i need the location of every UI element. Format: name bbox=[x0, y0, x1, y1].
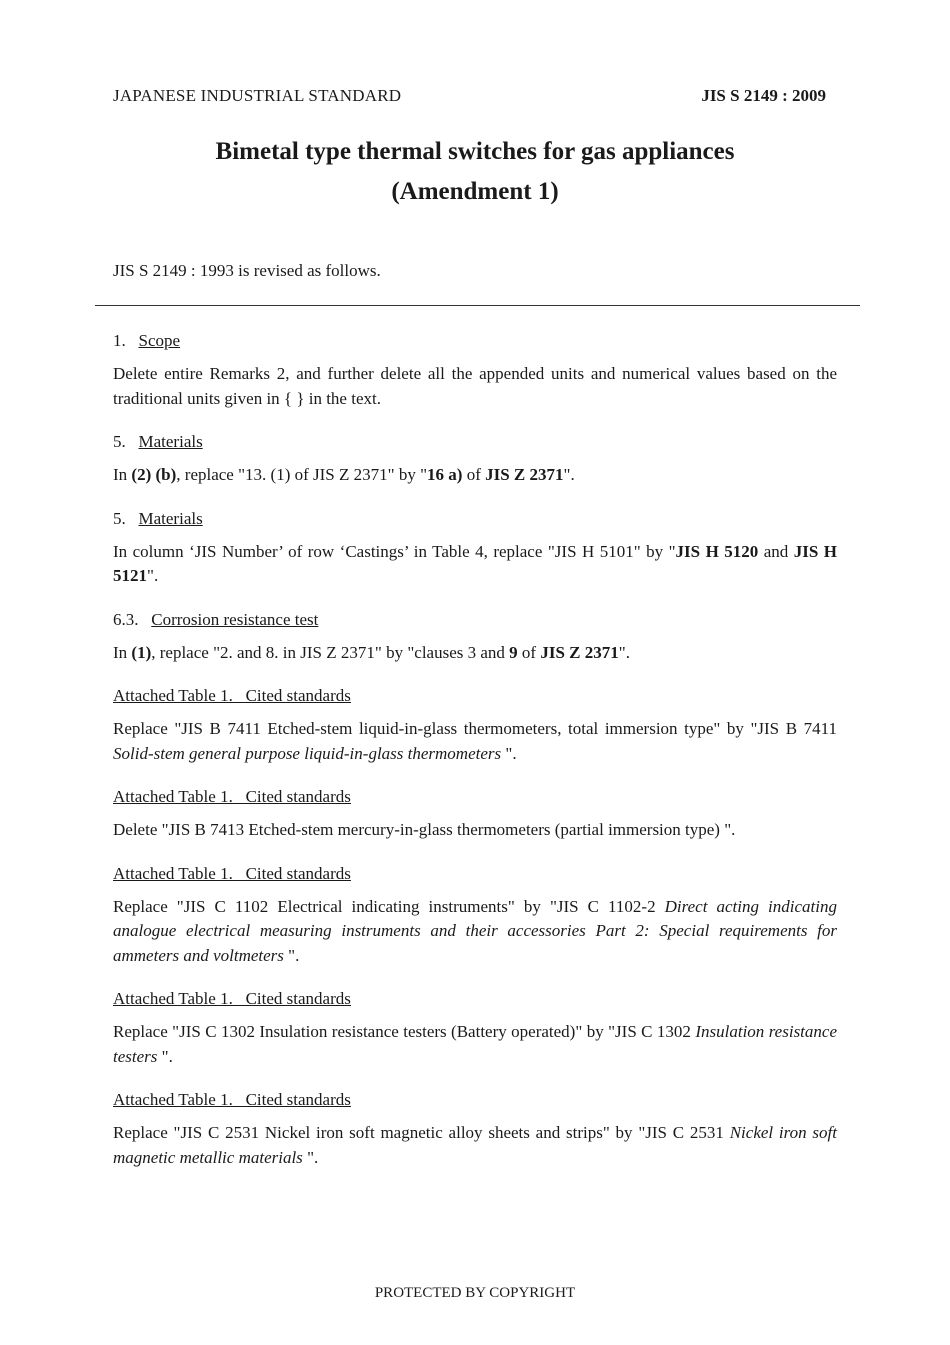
attached-table-amendment bbox=[113, 785, 837, 843]
section-body: In (1), replace "2. and 8. in JIS Z 2371" by "clauses 3 and 9 of JIS Z 2371". bbox=[113, 642, 630, 662]
intro-statement: JIS S 2149 : 1993 is revised as follows. bbox=[113, 261, 381, 280]
section-title: Materials bbox=[138, 508, 203, 528]
section-scope bbox=[113, 329, 837, 411]
amendment-body: Replace "JIS C 1302 Insulation resistance testers (Battery operated)" by "JIS C 1302 Insulation resistance testers ". bbox=[113, 1022, 837, 1066]
attached-table-heading: Attached Table 1. Cited standards bbox=[113, 787, 351, 806]
section-number: 1. bbox=[113, 331, 126, 350]
header-standard-name: JAPANESE INDUSTRIAL STANDARD bbox=[113, 86, 402, 105]
section-body: In (2) (b), replace "13. (1) of JIS Z 2371" by "16 a) of JIS Z 2371". bbox=[113, 465, 575, 484]
amendment-list bbox=[113, 329, 837, 1189]
section-number: 6.3. bbox=[113, 609, 139, 629]
attached-table-amendment bbox=[113, 1088, 837, 1170]
section-title: Scope bbox=[138, 331, 181, 350]
attached-table-heading: Attached Table 1. Cited standards bbox=[113, 686, 351, 705]
section-title: Corrosion resistance test bbox=[151, 609, 319, 629]
title-line-1: Bimetal type thermal switches for gas appliances bbox=[215, 138, 735, 165]
section-number: 5. bbox=[113, 508, 126, 528]
attached-table-amendment bbox=[113, 684, 837, 766]
attached-table-amendment bbox=[113, 987, 837, 1069]
attached-table-amendment bbox=[113, 862, 837, 969]
attached-table-heading: Attached Table 1. Cited standards bbox=[113, 863, 351, 883]
header-standard-number: JIS S 2149 : 2009 bbox=[701, 86, 826, 105]
document-title bbox=[0, 132, 950, 212]
attached-table-heading: Attached Table 1. Cited standards bbox=[113, 1090, 351, 1109]
amendment-body: Delete "JIS B 7413 Etched-stem mercury-in-glass thermometers (partial immersion type) ". bbox=[113, 820, 736, 839]
amendment-body: Replace "JIS C 2531 Nickel iron soft magnetic alloy sheets and strips" by "JIS C 2531 Nickel iron soft magnetic metallic materials ". bbox=[113, 1123, 837, 1167]
section-number: 5. bbox=[113, 432, 126, 451]
copyright-notice: PROTECTED BY COPYRIGHT bbox=[374, 1285, 576, 1301]
amendment-body: Replace "JIS C 1102 Electrical indicating instruments" by "JIS C 1102-2 Direct acting indicating analogue electrical measuring instruments and their accessories Part 2: Special requirements for ammeters and voltmeters ". bbox=[113, 896, 837, 965]
title-line-2: (Amendment 1) bbox=[391, 178, 559, 205]
section-materials bbox=[113, 507, 837, 589]
divider bbox=[95, 305, 860, 306]
amendment-body: Replace "JIS B 7411 Etched-stem liquid-in-glass thermometers, total immersion type" by "JIS B 7411 Solid-stem general purpose liquid-in-glass thermometers ". bbox=[113, 719, 837, 763]
section-body: Delete entire Remarks 2, and further delete all the appended units and numerical values based on the traditional units given in { } in the text. bbox=[113, 364, 837, 408]
section-title: Materials bbox=[138, 432, 203, 451]
attached-table-heading: Attached Table 1. Cited standards bbox=[113, 989, 351, 1008]
section-materials bbox=[113, 430, 837, 488]
section-corrosion-test bbox=[113, 608, 837, 666]
section-body: In column ‘JIS Number’ of row ‘Castings’ in Table 4, replace "JIS H 5101" by "JIS H 5120 and JIS H 5121". bbox=[113, 541, 838, 585]
